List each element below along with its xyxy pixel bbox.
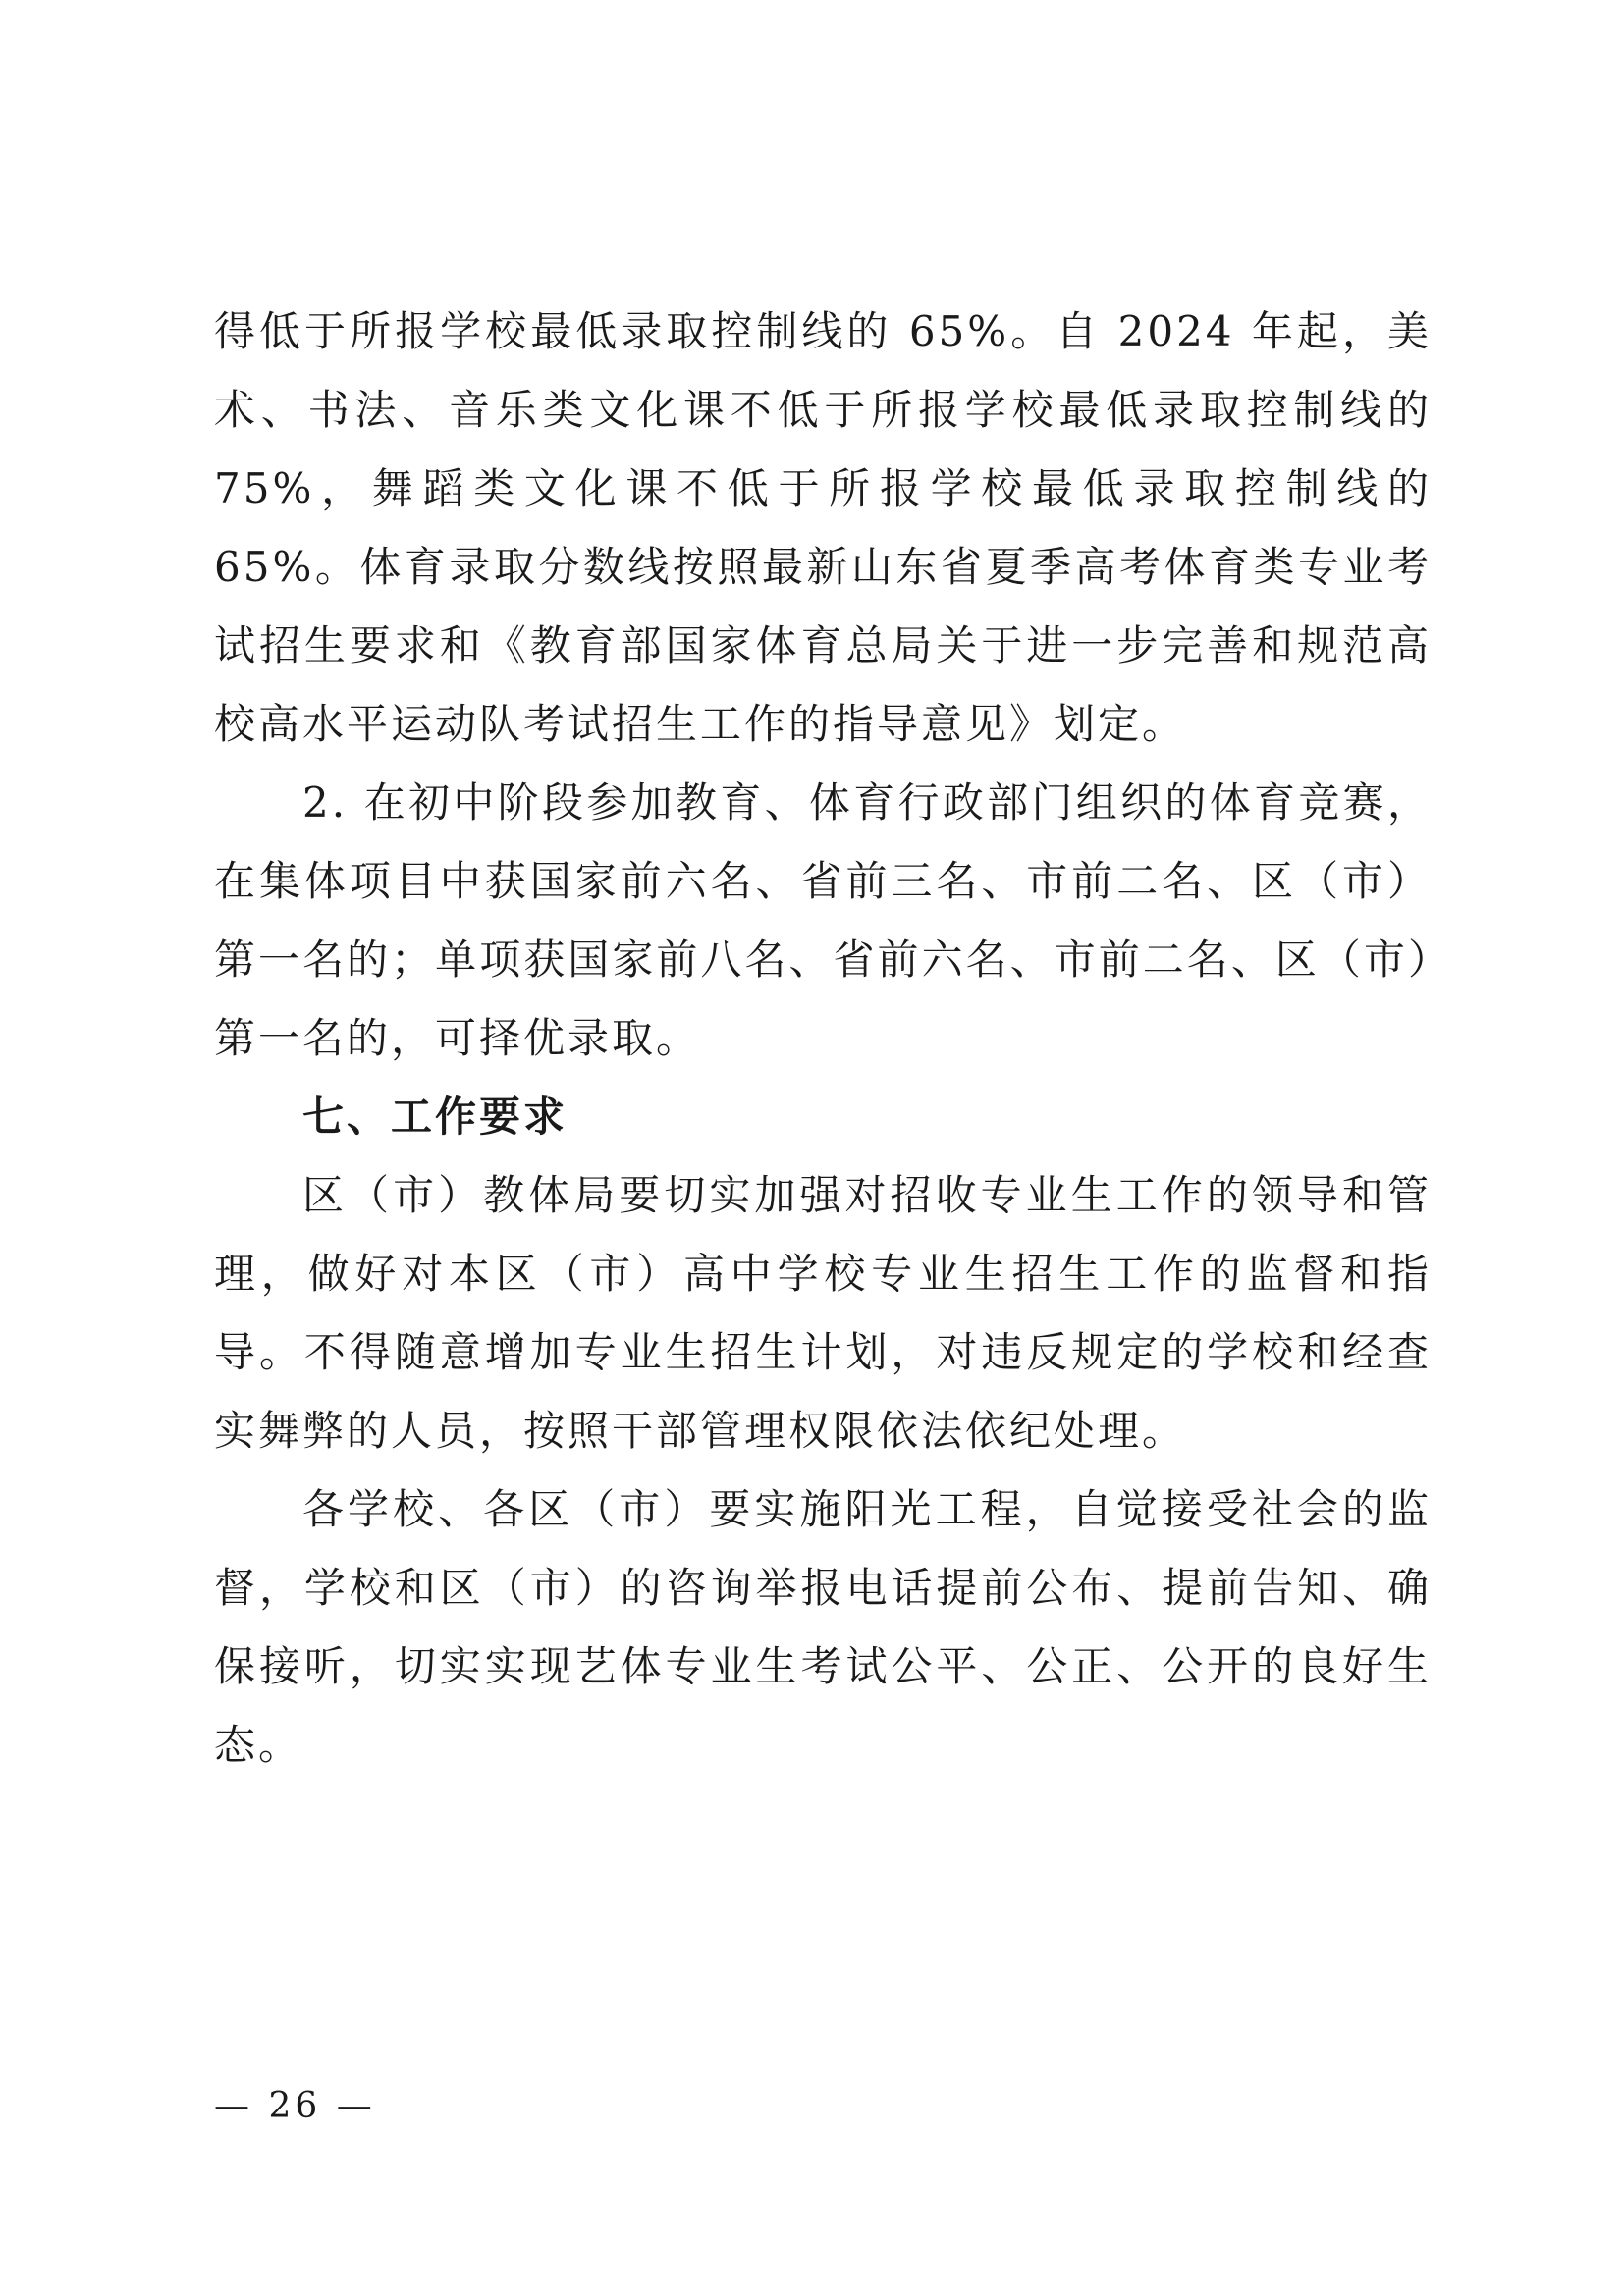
paragraph-item-2-sports-competition: 2. 在初中阶段参加教育、体育行政部门组织的体育竞赛，在集体项目中获国家前六名、省前三名、市前二名、区（市）第一名的；单项获国家前八名、省前六名、市前二名、区（市）第一名的，可择优录取。 [214, 778, 1432, 1062]
page-number: — 26 — [214, 2086, 376, 2126]
section-heading-work-requirements: 七、工作要求 [302, 1093, 568, 1141]
document-body [214, 293, 1432, 1785]
paragraph-leadership-management: 区（市）教体局要切实加强对招收专业生工作的领导和管理，做好对本区（市）高中学校专业生招生工作的监督和指导。不得随意增加专业生招生计划，对违反规定的学校和经查实舞弊的人员，按照干部管理权限依法依纪处理。 [214, 1171, 1432, 1455]
paragraph-continued-score-lines: 得低于所报学校最低录取控制线的 65%。自 2024 年起，美术、书法、音乐类文化课不低于所报学校最低录取控制线的 75%，舞蹈类文化课不低于所报学校最低录取控制线的 65%。体育录取分数线按照最新山东省夏季高考体育类专业考试招生要求和《教育部国家体育总局关于进一步完善和规范高校高水平运动队考试招生工作的指导意见》划定。 [214, 307, 1432, 748]
paragraph-sunshine-project: 各学校、各区（市）要实施阳光工程，自觉接受社会的监督，学校和区（市）的咨询举报电话提前公布、提前告知、确保接听，切实实现艺体专业生考试公平、公正、公开的良好生态。 [214, 1485, 1432, 1769]
